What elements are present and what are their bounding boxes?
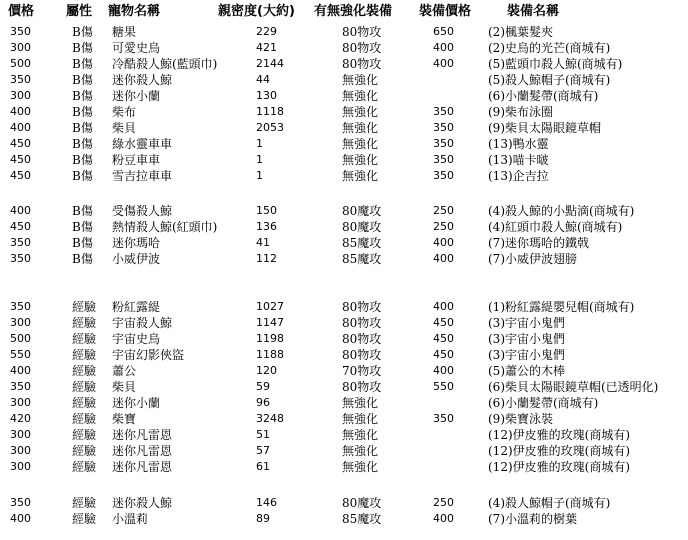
price-cell: 400 [10, 204, 31, 217]
attribute-cell: 經驗 [72, 300, 97, 314]
attribute-cell: 經驗 [72, 512, 97, 526]
equip-name-cell: (12)伊皮雅的玫瑰(商城有) [488, 460, 630, 474]
pet-name-cell: 柴貝 [112, 121, 137, 135]
price-cell: 500 [10, 332, 31, 345]
price-cell: 350 [10, 73, 31, 86]
attribute-cell: B傷 [72, 89, 93, 103]
enhancement-cell: 無強化 [342, 137, 379, 151]
equip-name-cell: (3)宇宙小鬼們 [488, 332, 565, 346]
table-row [0, 251, 688, 267]
equip-name-cell: (13)喵卡啵 [488, 153, 549, 167]
enhancement-cell: 80物攻 [342, 332, 382, 346]
price-cell: 400 [10, 512, 31, 525]
intimacy-cell: 1 [256, 153, 263, 166]
intimacy-cell: 136 [256, 220, 277, 233]
equip-name-cell: (6)小蘭髮帶(商城有) [488, 89, 599, 103]
attribute-cell: B傷 [72, 25, 93, 39]
price-cell: 300 [10, 428, 31, 441]
price-cell: 300 [10, 89, 31, 102]
enhancement-cell: 80物攻 [342, 348, 382, 362]
price-cell: 350 [10, 236, 31, 249]
intimacy-cell: 89 [256, 512, 270, 525]
enhancement-cell: 80物攻 [342, 57, 382, 71]
enhancement-cell: 無強化 [342, 412, 379, 426]
enhancement-cell: 無強化 [342, 153, 379, 167]
table-row [0, 395, 688, 411]
table-row [0, 427, 688, 443]
attribute-cell: 經驗 [72, 332, 97, 346]
equip-name-cell: (7)小溫莉的樹葉 [488, 512, 577, 526]
price-cell: 450 [10, 137, 31, 150]
table-row [0, 24, 688, 40]
price-cell: 350 [10, 252, 31, 265]
equip-price-cell: 350 [433, 169, 454, 182]
table-row [0, 315, 688, 331]
equip-price-cell: 350 [433, 412, 454, 425]
enhancement-cell: 80魔攻 [342, 496, 382, 510]
enhancement-cell: 80物攻 [342, 316, 382, 330]
table-row [0, 379, 688, 395]
table-row [0, 56, 688, 72]
header-equip-name: 裝備名稱 [507, 4, 560, 19]
pet-name-cell: 綠水靈車車 [112, 137, 173, 151]
table-row [0, 235, 688, 251]
equip-price-cell: 450 [433, 348, 454, 361]
attribute-cell: 經驗 [72, 460, 97, 474]
price-cell: 400 [10, 105, 31, 118]
intimacy-cell: 1198 [256, 332, 284, 345]
attribute-cell: B傷 [72, 137, 93, 151]
intimacy-cell: 51 [256, 428, 270, 441]
enhancement-cell: 80物攻 [342, 300, 382, 314]
equip-name-cell: (6)小蘭髮帶(商城有) [488, 396, 599, 410]
pet-name-cell: 柴寶 [112, 412, 137, 426]
equip-name-cell: (4)殺人鯨的小點滴(商城有) [488, 204, 635, 218]
price-cell: 300 [10, 460, 31, 473]
equip-name-cell: (1)粉紅露緹嬰兒帽(商城有) [488, 300, 635, 314]
price-cell: 350 [10, 25, 31, 38]
equip-name-cell: (5)藍頭巾殺人鯨(商城有) [488, 57, 623, 71]
attribute-cell: 經驗 [72, 316, 97, 330]
attribute-cell: B傷 [72, 204, 93, 218]
table-row [0, 347, 688, 363]
pet-name-cell: 宇宙史烏 [112, 332, 161, 346]
attribute-cell: B傷 [72, 236, 93, 250]
pet-name-cell: 冷酷殺人鯨(藍頭巾) [112, 57, 218, 71]
equip-price-cell: 400 [433, 512, 454, 525]
price-cell: 350 [10, 380, 31, 393]
intimacy-cell: 2144 [256, 57, 284, 70]
header-enhancement: 有無強化裝備 [314, 4, 393, 19]
table-row [0, 363, 688, 379]
equip-name-cell: (13)鴨水靈 [488, 137, 549, 151]
equip-name-cell: (12)伊皮雅的玫瑰(商城有) [488, 428, 630, 442]
attribute-cell: B傷 [72, 220, 93, 234]
enhancement-cell: 無強化 [342, 73, 379, 87]
equip-price-cell: 250 [433, 220, 454, 233]
pet-name-cell: 宇宙殺人鯨 [112, 316, 173, 330]
equip-name-cell: (5)蕭公的木棒 [488, 364, 565, 378]
enhancement-cell: 無強化 [342, 169, 379, 183]
equip-name-cell: (2)史烏的光芒(商城有) [488, 41, 611, 55]
equip-name-cell: (4)殺人鯨帽子(商城有) [488, 496, 611, 510]
pet-name-cell: 小溫莉 [112, 512, 149, 526]
price-cell: 420 [10, 412, 31, 425]
table-row [0, 219, 688, 235]
pet-name-cell: 迷你小蘭 [112, 396, 161, 410]
enhancement-cell: 80物攻 [342, 25, 382, 39]
price-cell: 350 [10, 496, 31, 509]
price-cell: 300 [10, 396, 31, 409]
table-row [0, 152, 688, 168]
equip-price-cell: 350 [433, 121, 454, 134]
intimacy-cell: 1 [256, 169, 263, 182]
pet-name-cell: 雪吉拉車車 [112, 169, 173, 183]
price-cell: 500 [10, 57, 31, 70]
attribute-cell: B傷 [72, 105, 93, 119]
equip-name-cell: (6)柴貝太陽眼鏡草帽(已透明化) [488, 380, 659, 394]
pet-name-cell: 蕭公 [112, 364, 137, 378]
table-row [0, 104, 688, 120]
equip-name-cell: (2)楓葉髮夾 [488, 25, 553, 39]
intimacy-cell: 96 [256, 396, 270, 409]
pet-name-cell: 迷你凡雷恩 [112, 428, 173, 442]
pet-name-cell: 宇宙幻影俠盜 [112, 348, 185, 362]
equip-name-cell: (9)柴貝太陽眼鏡草帽 [488, 121, 601, 135]
table-row [0, 120, 688, 136]
intimacy-cell: 1118 [256, 105, 284, 118]
equip-price-cell: 400 [433, 41, 454, 54]
equip-price-cell: 400 [433, 236, 454, 249]
pet-name-cell: 粉豆車車 [112, 153, 161, 167]
header-intimacy: 親密度(大約) [218, 4, 295, 19]
enhancement-cell: 80物攻 [342, 41, 382, 55]
equip-price-cell: 550 [433, 380, 454, 393]
intimacy-cell: 1 [256, 137, 263, 150]
enhancement-cell: 無強化 [342, 121, 379, 135]
equip-name-cell: (7)迷你瑪哈的鐵戟 [488, 236, 589, 250]
intimacy-cell: 61 [256, 460, 270, 473]
equip-price-cell: 450 [433, 316, 454, 329]
table-row [0, 88, 688, 104]
price-cell: 300 [10, 41, 31, 54]
price-cell: 300 [10, 316, 31, 329]
intimacy-cell: 3248 [256, 412, 284, 425]
attribute-cell: 經驗 [72, 348, 97, 362]
price-cell: 450 [10, 169, 31, 182]
equip-name-cell: (3)宇宙小鬼們 [488, 348, 565, 362]
equip-price-cell: 650 [433, 25, 454, 38]
attribute-cell: 經驗 [72, 380, 97, 394]
enhancement-cell: 80物攻 [342, 380, 382, 394]
intimacy-cell: 150 [256, 204, 277, 217]
table-row [0, 72, 688, 88]
table-row [0, 331, 688, 347]
intimacy-cell: 2053 [256, 121, 284, 134]
header-attribute: 屬性 [66, 4, 93, 19]
equip-price-cell: 250 [433, 496, 454, 509]
price-cell: 400 [10, 121, 31, 134]
attribute-cell: 經驗 [72, 364, 97, 378]
intimacy-cell: 112 [256, 252, 277, 265]
price-cell: 350 [10, 300, 31, 313]
enhancement-cell: 85魔攻 [342, 236, 382, 250]
attribute-cell: B傷 [72, 57, 93, 71]
enhancement-cell: 80魔攻 [342, 220, 382, 234]
header-price: 價格 [8, 4, 35, 19]
equip-price-cell: 350 [433, 105, 454, 118]
pet-name-cell: 小威伊波 [112, 252, 161, 266]
table-row [0, 511, 688, 527]
table-row [0, 411, 688, 427]
equip-price-cell: 250 [433, 204, 454, 217]
equip-price-cell: 400 [433, 252, 454, 265]
enhancement-cell: 85魔攻 [342, 512, 382, 526]
pet-name-cell: 迷你小蘭 [112, 89, 161, 103]
enhancement-cell: 85魔攻 [342, 252, 382, 266]
pet-name-cell: 熱情殺人鯨(紅頭巾) [112, 220, 218, 234]
equip-price-cell: 400 [433, 364, 454, 377]
attribute-cell: 經驗 [72, 496, 97, 510]
equip-name-cell: (4)紅頭巾殺人鯨(商城有) [488, 220, 623, 234]
equip-name-cell: (5)殺人鯨帽子(商城有) [488, 73, 611, 87]
attribute-cell: 經驗 [72, 396, 97, 410]
enhancement-cell: 80魔攻 [342, 204, 382, 218]
intimacy-cell: 41 [256, 236, 270, 249]
equip-name-cell: (9)柴布泳圈 [488, 105, 553, 119]
equip-price-cell: 400 [433, 300, 454, 313]
attribute-cell: B傷 [72, 153, 93, 167]
table-row [0, 443, 688, 459]
pet-name-cell: 迷你瑪哈 [112, 236, 161, 250]
intimacy-cell: 44 [256, 73, 270, 86]
attribute-cell: B傷 [72, 252, 93, 266]
intimacy-cell: 59 [256, 380, 270, 393]
pet-name-cell: 迷你凡雷恩 [112, 444, 173, 458]
equip-name-cell: (9)柴寶泳裝 [488, 412, 553, 426]
equip-price-cell: 450 [433, 332, 454, 345]
enhancement-cell: 無強化 [342, 460, 379, 474]
enhancement-cell: 無強化 [342, 396, 379, 410]
enhancement-cell: 無強化 [342, 105, 379, 119]
attribute-cell: B傷 [72, 121, 93, 135]
equip-price-cell: 350 [433, 153, 454, 166]
intimacy-cell: 130 [256, 89, 277, 102]
pet-name-cell: 受傷殺人鯨 [112, 204, 173, 218]
pet-name-cell: 糖果 [112, 25, 137, 39]
header-pet-name: 寵物名稱 [108, 4, 161, 19]
enhancement-cell: 無強化 [342, 428, 379, 442]
pet-name-cell: 迷你殺人鯨 [112, 73, 173, 87]
table-row [0, 299, 688, 315]
intimacy-cell: 57 [256, 444, 270, 457]
equip-name-cell: (12)伊皮雅的玫瑰(商城有) [488, 444, 630, 458]
attribute-cell: B傷 [72, 73, 93, 87]
pet-name-cell: 迷你凡雷恩 [112, 460, 173, 474]
pet-name-cell: 迷你殺人鯨 [112, 496, 173, 510]
intimacy-cell: 146 [256, 496, 277, 509]
intimacy-cell: 1027 [256, 300, 284, 313]
enhancement-cell: 70物攻 [342, 364, 382, 378]
table-row [0, 136, 688, 152]
pet-name-cell: 柴貝 [112, 380, 137, 394]
price-cell: 450 [10, 220, 31, 233]
attribute-cell: B傷 [72, 41, 93, 55]
intimacy-cell: 1188 [256, 348, 284, 361]
enhancement-cell: 無強化 [342, 89, 379, 103]
price-cell: 300 [10, 444, 31, 457]
price-cell: 550 [10, 348, 31, 361]
attribute-cell: B傷 [72, 169, 93, 183]
intimacy-cell: 421 [256, 41, 277, 54]
attribute-cell: 經驗 [72, 428, 97, 442]
intimacy-cell: 120 [256, 364, 277, 377]
pet-name-cell: 可愛史烏 [112, 41, 161, 55]
table-row [0, 203, 688, 219]
attribute-cell: 經驗 [72, 444, 97, 458]
equip-price-cell: 350 [433, 137, 454, 150]
table-row [0, 459, 688, 475]
equip-price-cell: 400 [433, 57, 454, 70]
header-equip-price: 裝備價格 [419, 4, 472, 19]
pet-name-cell: 柴布 [112, 105, 137, 119]
price-cell: 400 [10, 364, 31, 377]
price-cell: 450 [10, 153, 31, 166]
intimacy-cell: 1147 [256, 316, 284, 329]
equip-name-cell: (3)宇宙小鬼們 [488, 316, 565, 330]
table-row [0, 168, 688, 184]
pet-name-cell: 粉紅露緹 [112, 300, 161, 314]
table-row [0, 40, 688, 56]
table-row [0, 495, 688, 511]
intimacy-cell: 229 [256, 25, 277, 38]
equip-name-cell: (13)企吉拉 [488, 169, 549, 183]
attribute-cell: 經驗 [72, 412, 97, 426]
equip-name-cell: (7)小威伊波翅膀 [488, 252, 577, 266]
enhancement-cell: 無強化 [342, 444, 379, 458]
